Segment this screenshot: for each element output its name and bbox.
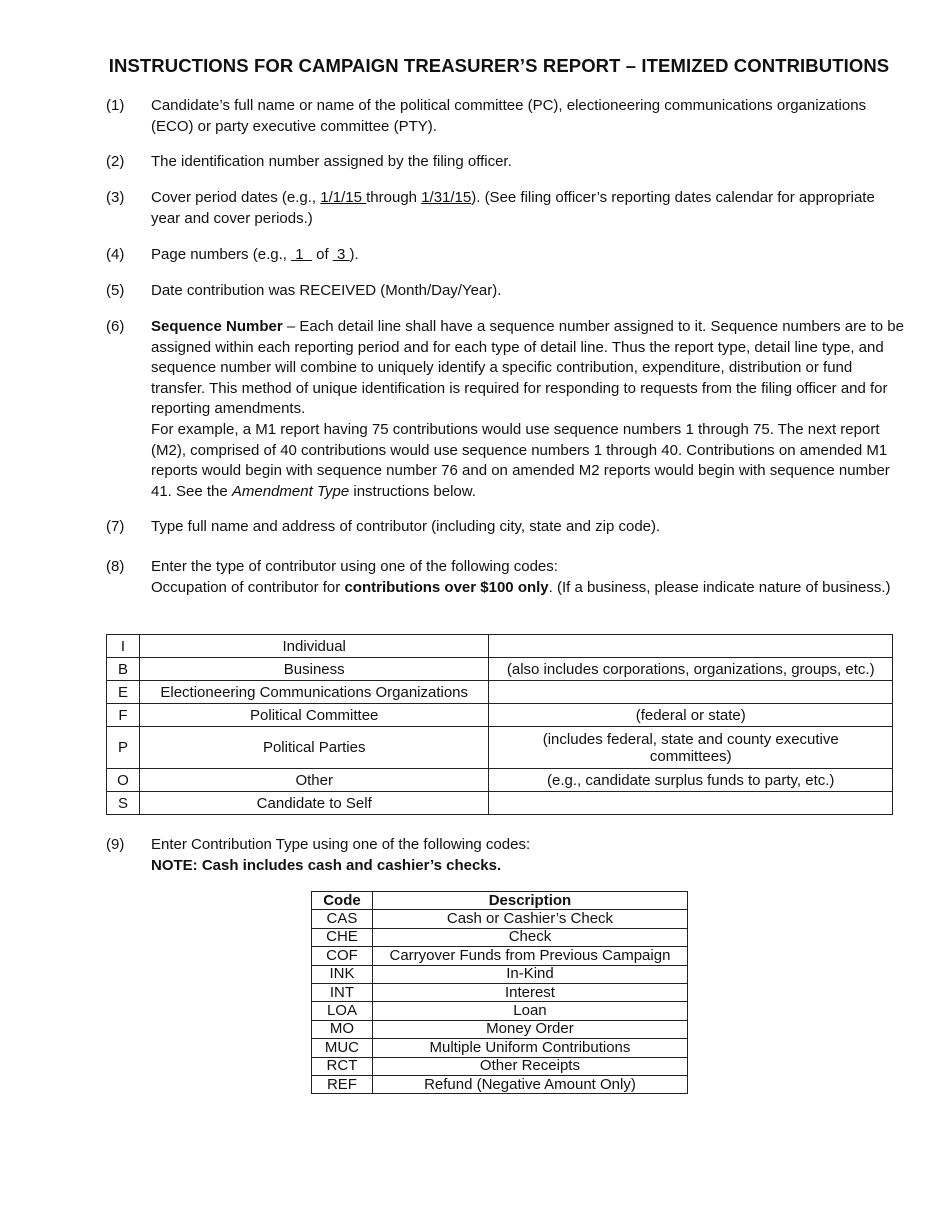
type-description: Loan — [372, 1002, 687, 1020]
instruction-item-5 — [106, 281, 906, 302]
contributor-type: Electioneering Communications Organizations — [139, 681, 489, 704]
contributor-code: E — [107, 681, 140, 704]
sequence-number-heading: Sequence Number — [151, 318, 283, 335]
item-number: (6) — [106, 318, 125, 335]
contributor-code: I — [107, 635, 140, 658]
table-row — [312, 965, 688, 983]
instruction-item-4 — [106, 245, 906, 266]
type-code: MUC — [312, 1039, 373, 1057]
contributor-note — [489, 681, 893, 704]
contributor-note: (e.g., candidate surplus funds to party, etc.) — [489, 769, 893, 792]
text-segment: ). — [349, 246, 359, 263]
contributor-type: Political Committee — [139, 704, 489, 727]
example-page-total: 3 — [332, 246, 350, 263]
contributor-type-table — [106, 634, 893, 815]
table-row — [312, 1039, 688, 1057]
instruction-item-8 — [106, 557, 906, 598]
text-segment: Occupation of contributor for — [151, 578, 345, 596]
contributor-type: Other — [139, 769, 489, 792]
instruction-item-9 — [106, 835, 906, 876]
item-number: (4) — [106, 246, 125, 263]
contributor-type: Individual — [139, 635, 489, 658]
instruction-item-2 — [106, 152, 906, 173]
item-text — [151, 835, 906, 876]
text-segment: Page numbers (e.g., — [151, 246, 292, 263]
item-text: The identification number assigned by the filing officer. — [151, 153, 512, 170]
text-segment: For example, a M1 report having 75 contributions would use sequence numbers 1 through 75. The next report (M2), comprised of 40 contributions would use sequence numbers 1 through 40. Contributions on amended M1 reports would begin with sequence number 76 and on amended M2 reports would begin with sequence number 41. See the — [151, 420, 890, 500]
type-code: CHE — [312, 928, 373, 946]
table-header-row — [312, 892, 688, 910]
table-row — [107, 727, 893, 769]
table-row — [107, 681, 893, 704]
type-description: Carryover Funds from Previous Campaign — [372, 947, 687, 965]
text-segment: Enter Contribution Type using one of the following codes: — [151, 836, 531, 853]
table-row — [312, 1057, 688, 1075]
contributor-note: (includes federal, state and county executive committees) — [489, 727, 893, 769]
instruction-item-6 — [106, 317, 906, 502]
type-code: CAS — [312, 910, 373, 928]
instruction-item-7 — [106, 517, 906, 538]
table-row — [312, 1020, 688, 1038]
text-segment: of — [311, 246, 333, 263]
item-number: (9) — [106, 836, 125, 853]
contributor-note — [489, 635, 893, 658]
example-start-date: 1/1/15 — [320, 189, 367, 206]
example-end-date: 1/31/15 — [421, 189, 472, 206]
item-number: (3) — [106, 189, 125, 206]
contributor-type: Business — [139, 658, 489, 681]
cash-note: NOTE: Cash includes cash and cashier’s checks. — [151, 856, 502, 874]
table-row — [312, 947, 688, 965]
table-row — [107, 658, 893, 681]
item-text — [151, 188, 906, 229]
table-row — [107, 769, 893, 792]
text-segment: through — [366, 189, 422, 206]
contribution-type-table — [311, 891, 688, 1094]
column-header-code: Code — [312, 892, 373, 910]
type-code: INT — [312, 983, 373, 1001]
type-description: Money Order — [372, 1020, 687, 1038]
contributor-type: Candidate to Self — [139, 792, 489, 815]
item-text — [151, 245, 906, 266]
item-number: (7) — [106, 518, 125, 535]
item-text: Type full name and address of contributor (including city, state and zip code). — [151, 518, 661, 535]
type-code: REF — [312, 1075, 373, 1093]
type-description: Multiple Uniform Contributions — [372, 1039, 687, 1057]
text-segment: Enter the type of contributor using one of the following codes: — [151, 558, 558, 575]
type-description: Interest — [372, 983, 687, 1001]
text-segment: instructions below. — [349, 482, 476, 500]
contributor-note — [489, 792, 893, 815]
page-title: INSTRUCTIONS FOR CAMPAIGN TREASURER’S REPORT – ITEMIZED CONTRIBUTIONS — [108, 55, 890, 76]
contributor-code: S — [107, 792, 140, 815]
item-number: (2) — [106, 153, 125, 170]
contributor-code: F — [107, 704, 140, 727]
text-segment: . (If a business, please indicate nature of business.) — [548, 578, 891, 596]
type-code: MO — [312, 1020, 373, 1038]
type-code: INK — [312, 965, 373, 983]
type-code: RCT — [312, 1057, 373, 1075]
item-number: (1) — [106, 97, 125, 114]
type-description: Cash or Cashier’s Check — [372, 910, 687, 928]
table-row — [107, 704, 893, 727]
type-description: Check — [372, 928, 687, 946]
table-row — [312, 910, 688, 928]
table-row — [312, 1002, 688, 1020]
text-segment: – Each detail line shall have a sequence number assigned to it. Sequence numbers are to be assigned within each reporting period and for each type of detail line. Thus the report type, detail line type, and sequence number will combine to uniquely identify a specific contribution, expenditure, distribution or fund transfer. This method of unique identification is required for responding to requests from the filing officer and for reporting amendments. — [151, 318, 904, 418]
item-text — [151, 557, 906, 598]
item-text: Candidate’s full name or name of the political committee (PC), electioneering communications organizations (ECO) or party executive committee (PTY). — [151, 97, 867, 135]
instruction-item-3 — [106, 188, 906, 229]
contributor-note: (also includes corporations, organizations, groups, etc.) — [489, 658, 893, 681]
table-row — [107, 792, 893, 815]
amendment-type-reference: Amendment Type — [231, 482, 350, 500]
item-number: (5) — [106, 282, 125, 299]
example-page-number: 1 — [291, 246, 312, 263]
column-header-description: Description — [372, 892, 687, 910]
table-row — [312, 928, 688, 946]
contributor-code: P — [107, 727, 140, 769]
item-number: (8) — [106, 558, 125, 575]
text-segment: ). (See filing officer’s reporting dates calendar for appropriate year and cover periods.) — [151, 189, 875, 227]
contributor-type: Political Parties — [139, 727, 489, 769]
bold-phrase: contributions over $100 only — [344, 578, 549, 596]
type-description: In-Kind — [372, 965, 687, 983]
contributor-code: O — [107, 769, 140, 792]
item-text — [151, 317, 906, 502]
type-code: LOA — [312, 1002, 373, 1020]
type-code: COF — [312, 947, 373, 965]
table-row — [312, 1075, 688, 1093]
text-segment: Cover period dates (e.g., — [151, 189, 321, 206]
type-description: Other Receipts — [372, 1057, 687, 1075]
contributor-code: B — [107, 658, 140, 681]
contributor-note: (federal or state) — [489, 704, 893, 727]
instruction-item-1 — [106, 96, 906, 137]
item-text: Date contribution was RECEIVED (Month/Day/Year). — [151, 282, 502, 299]
table-row — [312, 983, 688, 1001]
table-row — [107, 635, 893, 658]
type-description: Refund (Negative Amount Only) — [372, 1075, 687, 1093]
